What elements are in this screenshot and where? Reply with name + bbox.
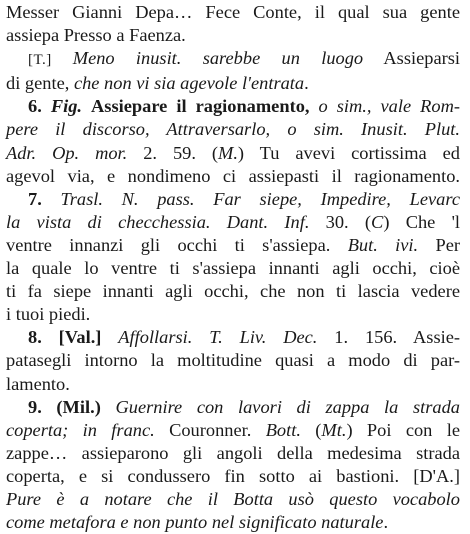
text-line — [6, 465, 460, 488]
italic-run: C — [371, 211, 384, 232]
italic-run: coperta; in franc. — [6, 419, 155, 440]
text-line — [6, 511, 460, 534]
text-run: coperta, e si condussero fin sotto ai bastioni. [D'A.] — [6, 465, 460, 486]
text-run: la quale lo ventre ti s'assiepa innanti agli occhi, cioè — [6, 258, 460, 279]
italic-run: But. ivi. — [347, 234, 419, 255]
text-run: ) Che 'l — [383, 211, 460, 232]
sense-number: 8. [Val.] — [28, 327, 119, 348]
italic-run: pere il discorso, Attraversarlo, o sim. Inusit. Plut. — [6, 119, 460, 140]
text-line — [6, 234, 460, 257]
text-line — [6, 1, 460, 24]
text-line — [6, 396, 460, 419]
text-line — [6, 188, 460, 211]
text-run — [310, 96, 319, 116]
italic-run: o sim., vale Rom- — [318, 96, 461, 117]
text-run: Assieparsi — [363, 48, 461, 69]
text-line — [6, 349, 460, 372]
sense-number: 7. — [28, 188, 61, 209]
text-line — [6, 257, 460, 280]
text-line — [6, 211, 460, 234]
italic-run: la vista di checchessia. Dant. Inf. — [6, 211, 310, 232]
text-run: zappe… assieparono gli angoli della medesima strada — [6, 442, 460, 463]
text-line — [6, 24, 460, 47]
text-run: 2. 59. ( — [127, 142, 218, 163]
section-tag: [T.] — [28, 52, 73, 69]
text-run: . — [383, 512, 389, 533]
text-run: . — [304, 73, 309, 94]
text-run — [82, 96, 91, 116]
text-run: 30. ( — [309, 211, 372, 232]
label-run: Fig. — [50, 96, 82, 117]
text-run: lamento. — [6, 373, 70, 394]
text-line — [6, 72, 460, 95]
sense-number: 9. (Mil.) — [28, 396, 116, 417]
text-line — [6, 142, 460, 165]
italic-run: Guernire con lavori di zappa la strada — [115, 396, 460, 417]
italic-run: Adr. Op. mor. — [6, 142, 128, 163]
text-run: 1. 156. Assie- — [317, 327, 461, 348]
headword-phrase: Assiepare il ragionamento, — [91, 96, 310, 117]
text-line — [6, 280, 460, 303]
italic-run: Bott. — [265, 419, 301, 440]
text-run: agevol via, e nondimeno ci assiepasti il ragionamento. — [6, 165, 460, 186]
text-run: Couronner. — [154, 419, 266, 440]
text-line — [6, 373, 460, 396]
italic-run: come metafora e non punto nel significato naturale — [6, 512, 384, 533]
italic-run: Meno inusit. sarebbe un luogo — [72, 48, 364, 69]
text-run: patasegli intorno la moltitudine quasi a modo di par- — [6, 350, 460, 371]
text-line — [6, 303, 460, 326]
text-run: ) Tu avevi cortissima ed — [237, 142, 461, 163]
text-run: ti fa siepe innanti agli occhi, che non ti lascia vedere — [6, 281, 460, 302]
italic-run: Trasl. N. pass. Far siepe, Impedire, Levarc — [60, 188, 460, 209]
sense-number: 6. — [28, 96, 51, 117]
text-run: Per — [418, 234, 460, 255]
text-line — [6, 442, 460, 465]
text-line — [6, 326, 460, 349]
text-run: assiepa Presso a Faenza. — [6, 25, 186, 46]
text-line — [6, 488, 460, 511]
text-run: ventre innanzi gli occhi ti s'assiepa. — [6, 234, 348, 255]
italic-run: M. — [218, 142, 238, 163]
text-line — [6, 419, 460, 442]
italic-run: che non vi sia agevole l'entrata — [73, 73, 305, 94]
italic-run: Pure è a notare che il Botta usò questo vocabolo — [6, 488, 460, 509]
italic-run: Affollarsi. T. Liv. Dec. — [118, 327, 318, 348]
text-line — [6, 165, 460, 188]
text-run: i tuoi piedi. — [6, 304, 91, 325]
text-run: ( — [300, 419, 322, 440]
text-line — [6, 47, 460, 72]
text-line — [6, 118, 460, 141]
italic-run: Mt. — [321, 419, 347, 440]
text-run: Messer Gianni Depa… Fece Conte, il qual sua gente — [6, 2, 460, 22]
text-run: di gente, — [6, 73, 74, 94]
text-run: ) Poi con le — [346, 419, 460, 440]
text-line — [6, 95, 460, 118]
